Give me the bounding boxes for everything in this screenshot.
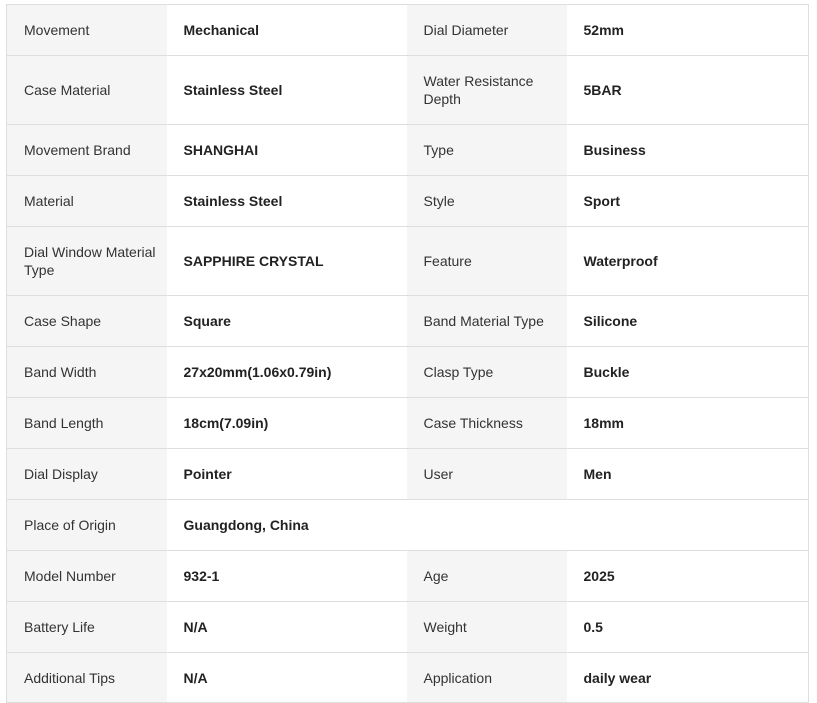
spec-value: Men <box>567 449 809 500</box>
spec-row-case-material <box>7 56 809 125</box>
spec-label: Material <box>7 176 167 227</box>
spec-value: Silicone <box>567 296 809 347</box>
spec-label: Place of Origin <box>7 500 167 551</box>
spec-value: N/A <box>167 602 407 653</box>
spec-value: 0.5 <box>567 602 809 653</box>
spec-row-band-width <box>7 347 809 398</box>
spec-value: Square <box>167 296 407 347</box>
spec-label: Dial Display <box>7 449 167 500</box>
spec-label: Clasp Type <box>407 347 567 398</box>
spec-row-case-shape <box>7 296 809 347</box>
spec-value: SAPPHIRE CRYSTAL <box>167 227 407 296</box>
empty-cell <box>407 500 567 551</box>
spec-value: Pointer <box>167 449 407 500</box>
spec-row-band-length <box>7 398 809 449</box>
spec-row-dial-display <box>7 449 809 500</box>
spec-label: Case Shape <box>7 296 167 347</box>
spec-value: Guangdong, China <box>167 500 407 551</box>
spec-row-movement-brand <box>7 125 809 176</box>
spec-value: 27x20mm(1.06x0.79in) <box>167 347 407 398</box>
spec-value: 5BAR <box>567 56 809 125</box>
spec-label: Dial Window Material Type <box>7 227 167 296</box>
spec-label: Movement Brand <box>7 125 167 176</box>
spec-label: Battery Life <box>7 602 167 653</box>
spec-label: Case Thickness <box>407 398 567 449</box>
spec-label: Weight <box>407 602 567 653</box>
spec-value: Mechanical <box>167 5 407 56</box>
spec-row-place-of-origin <box>7 500 809 551</box>
spec-value: Waterproof <box>567 227 809 296</box>
spec-value: Business <box>567 125 809 176</box>
spec-value: Buckle <box>567 347 809 398</box>
spec-label: Application <box>407 653 567 703</box>
spec-label: Case Material <box>7 56 167 125</box>
spec-label: Age <box>407 551 567 602</box>
spec-value: 18mm <box>567 398 809 449</box>
spec-value: Stainless Steel <box>167 176 407 227</box>
spec-value: 2025 <box>567 551 809 602</box>
spec-label: Feature <box>407 227 567 296</box>
spec-label: Movement <box>7 5 167 56</box>
spec-row-battery-life <box>7 602 809 653</box>
spec-row-material <box>7 176 809 227</box>
spec-label: Band Length <box>7 398 167 449</box>
product-specifications-table <box>6 4 809 703</box>
spec-row-movement <box>7 5 809 56</box>
spec-label: Type <box>407 125 567 176</box>
spec-label: Model Number <box>7 551 167 602</box>
spec-row-dial-window <box>7 227 809 296</box>
spec-label: Band Width <box>7 347 167 398</box>
spec-value: 932-1 <box>167 551 407 602</box>
spec-label: Dial Diameter <box>407 5 567 56</box>
spec-label: Water Resistance Depth <box>407 56 567 125</box>
spec-value: SHANGHAI <box>167 125 407 176</box>
spec-value: 18cm(7.09in) <box>167 398 407 449</box>
spec-value: Stainless Steel <box>167 56 407 125</box>
spec-label: Style <box>407 176 567 227</box>
spec-label: User <box>407 449 567 500</box>
spec-value: Sport <box>567 176 809 227</box>
empty-cell <box>567 500 809 551</box>
spec-value: N/A <box>167 653 407 703</box>
spec-value: 52mm <box>567 5 809 56</box>
spec-value: daily wear <box>567 653 809 703</box>
spec-row-additional-tips <box>7 653 809 703</box>
spec-label: Band Material Type <box>407 296 567 347</box>
spec-label: Additional Tips <box>7 653 167 703</box>
spec-row-model-number <box>7 551 809 602</box>
